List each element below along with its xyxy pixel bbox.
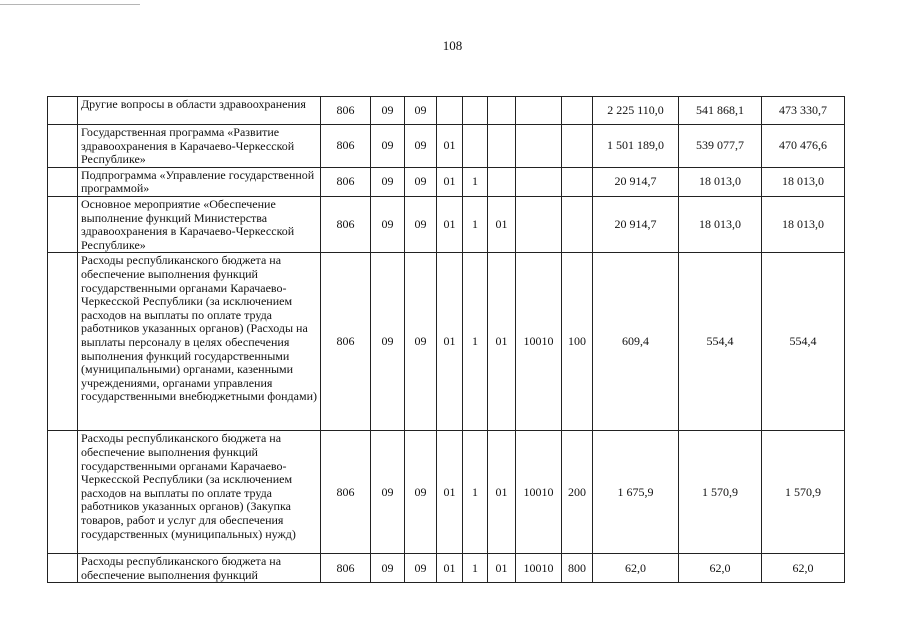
ministry-code: 806	[321, 167, 371, 196]
subprogram-code: 1	[463, 253, 488, 431]
ministry-code: 806	[321, 554, 371, 583]
amount-year-1: 1 675,9	[593, 431, 679, 554]
subsection-code: 09	[405, 196, 437, 252]
empty-cell	[48, 125, 78, 168]
event-code	[488, 125, 516, 168]
event-code: 01	[488, 431, 516, 554]
empty-cell	[48, 431, 78, 554]
row-name: Расходы республиканского бюджета на обеспечение выполнения функций	[81, 555, 282, 582]
section-code: 09	[371, 554, 405, 583]
expense-type-code	[562, 196, 593, 252]
scan-edge-mark	[0, 4, 140, 5]
subprogram-code	[463, 97, 488, 125]
subprogram-code: 1	[463, 167, 488, 196]
table-row	[48, 554, 845, 583]
table-row	[48, 253, 845, 431]
empty-cell	[48, 196, 78, 252]
amount-year-1: 20 914,7	[593, 196, 679, 252]
subprogram-code: 1	[463, 431, 488, 554]
event-code	[488, 167, 516, 196]
row-name: Государственная программа «Развитие здравоохранения в Карачаево-Черкесской Республике»	[78, 125, 321, 168]
row-name: Расходы республиканского бюджета на обеспечение выполнения функций государственными органами Карачаево-Черкесской Республики (за исключением расходов на выплаты по оплате труда работников указанных органов) (Закупка товаров, работ и услуг для обеспечения государственных (муниципальных) нужд)	[78, 431, 321, 554]
ministry-code: 806	[321, 97, 371, 125]
section-code: 09	[371, 125, 405, 168]
row-name: Расходы республиканского бюджета на обеспечение выполнения функций государственными органами Карачаево-Черкесской Республики (за исключением расходов на выплаты по оплате труда работников указанных органов) (Расходы на выплаты персоналу в целях обеспечения выполнения функций государственными (муниципальными) органами, казенными учреждениями, органами управления государственными внебюджетными фондами)	[78, 253, 321, 431]
amount-year-1: 20 914,7	[593, 167, 679, 196]
subprogram-code	[463, 125, 488, 168]
program-code: 01	[437, 431, 463, 554]
subsection-code: 09	[405, 431, 437, 554]
amount-year-3: 473 330,7	[762, 97, 845, 125]
empty-cell	[48, 253, 78, 431]
program-code	[437, 97, 463, 125]
direction-code	[516, 167, 562, 196]
section-code: 09	[371, 253, 405, 431]
section-code: 09	[371, 431, 405, 554]
amount-year-2: 541 868,1	[679, 97, 762, 125]
direction-code: 10010	[516, 253, 562, 431]
program-code: 01	[437, 554, 463, 583]
subsection-code: 09	[405, 554, 437, 583]
amount-year-2: 554,4	[679, 253, 762, 431]
table-row	[48, 125, 845, 168]
amount-year-1: 2 225 110,0	[593, 97, 679, 125]
expense-type-code	[562, 97, 593, 125]
amount-year-2: 18 013,0	[679, 167, 762, 196]
amount-year-3: 18 013,0	[762, 196, 845, 252]
direction-code	[516, 125, 562, 168]
expense-type-code: 200	[562, 431, 593, 554]
amount-year-2: 1 570,9	[679, 431, 762, 554]
amount-year-3: 554,4	[762, 253, 845, 431]
program-code: 01	[437, 125, 463, 168]
section-code: 09	[371, 196, 405, 252]
amount-year-2: 62,0	[679, 554, 762, 583]
amount-year-2: 539 077,7	[679, 125, 762, 168]
amount-year-1: 1 501 189,0	[593, 125, 679, 168]
row-name: Основное мероприятие «Обеспечение выполнение функций Министерства здравоохранения в Карачаево-Черкесской Республике»	[78, 196, 321, 252]
row-name: Другие вопросы в области здравоохранения	[78, 97, 321, 125]
subsection-code: 09	[405, 125, 437, 168]
amount-year-1: 62,0	[593, 554, 679, 583]
event-code: 01	[488, 253, 516, 431]
expense-type-code	[562, 167, 593, 196]
subsection-code: 09	[405, 97, 437, 125]
empty-cell	[48, 167, 78, 196]
subprogram-code: 1	[463, 196, 488, 252]
direction-code: 10010	[516, 554, 562, 583]
row-name: Подпрограмма «Управление государственной программой»	[78, 167, 321, 196]
program-code: 01	[437, 253, 463, 431]
section-code: 09	[371, 167, 405, 196]
expense-type-code	[562, 125, 593, 168]
ministry-code: 806	[321, 431, 371, 554]
direction-code	[516, 97, 562, 125]
amount-year-2: 18 013,0	[679, 196, 762, 252]
table-row	[48, 97, 845, 125]
amount-year-3: 62,0	[762, 554, 845, 583]
expense-type-code: 100	[562, 253, 593, 431]
empty-cell	[48, 554, 78, 583]
event-code	[488, 97, 516, 125]
section-code: 09	[371, 97, 405, 125]
subsection-code: 09	[405, 253, 437, 431]
program-code: 01	[437, 196, 463, 252]
amount-year-3: 470 476,6	[762, 125, 845, 168]
event-code: 01	[488, 554, 516, 583]
event-code: 01	[488, 196, 516, 252]
ministry-code: 806	[321, 125, 371, 168]
program-code: 01	[437, 167, 463, 196]
subprogram-code: 1	[463, 554, 488, 583]
direction-code	[516, 196, 562, 252]
subsection-code: 09	[405, 167, 437, 196]
budget-table	[47, 96, 845, 583]
page-number: 108	[442, 38, 463, 53]
amount-year-1: 609,4	[593, 253, 679, 431]
table-row	[48, 196, 845, 252]
empty-cell	[48, 97, 78, 125]
expense-type-code: 800	[562, 554, 593, 583]
ministry-code: 806	[321, 253, 371, 431]
table-row	[48, 431, 845, 554]
table-row	[48, 167, 845, 196]
row-name-cell	[78, 554, 321, 583]
amount-year-3: 18 013,0	[762, 167, 845, 196]
ministry-code: 806	[321, 196, 371, 252]
amount-year-3: 1 570,9	[762, 431, 845, 554]
direction-code: 10010	[516, 431, 562, 554]
